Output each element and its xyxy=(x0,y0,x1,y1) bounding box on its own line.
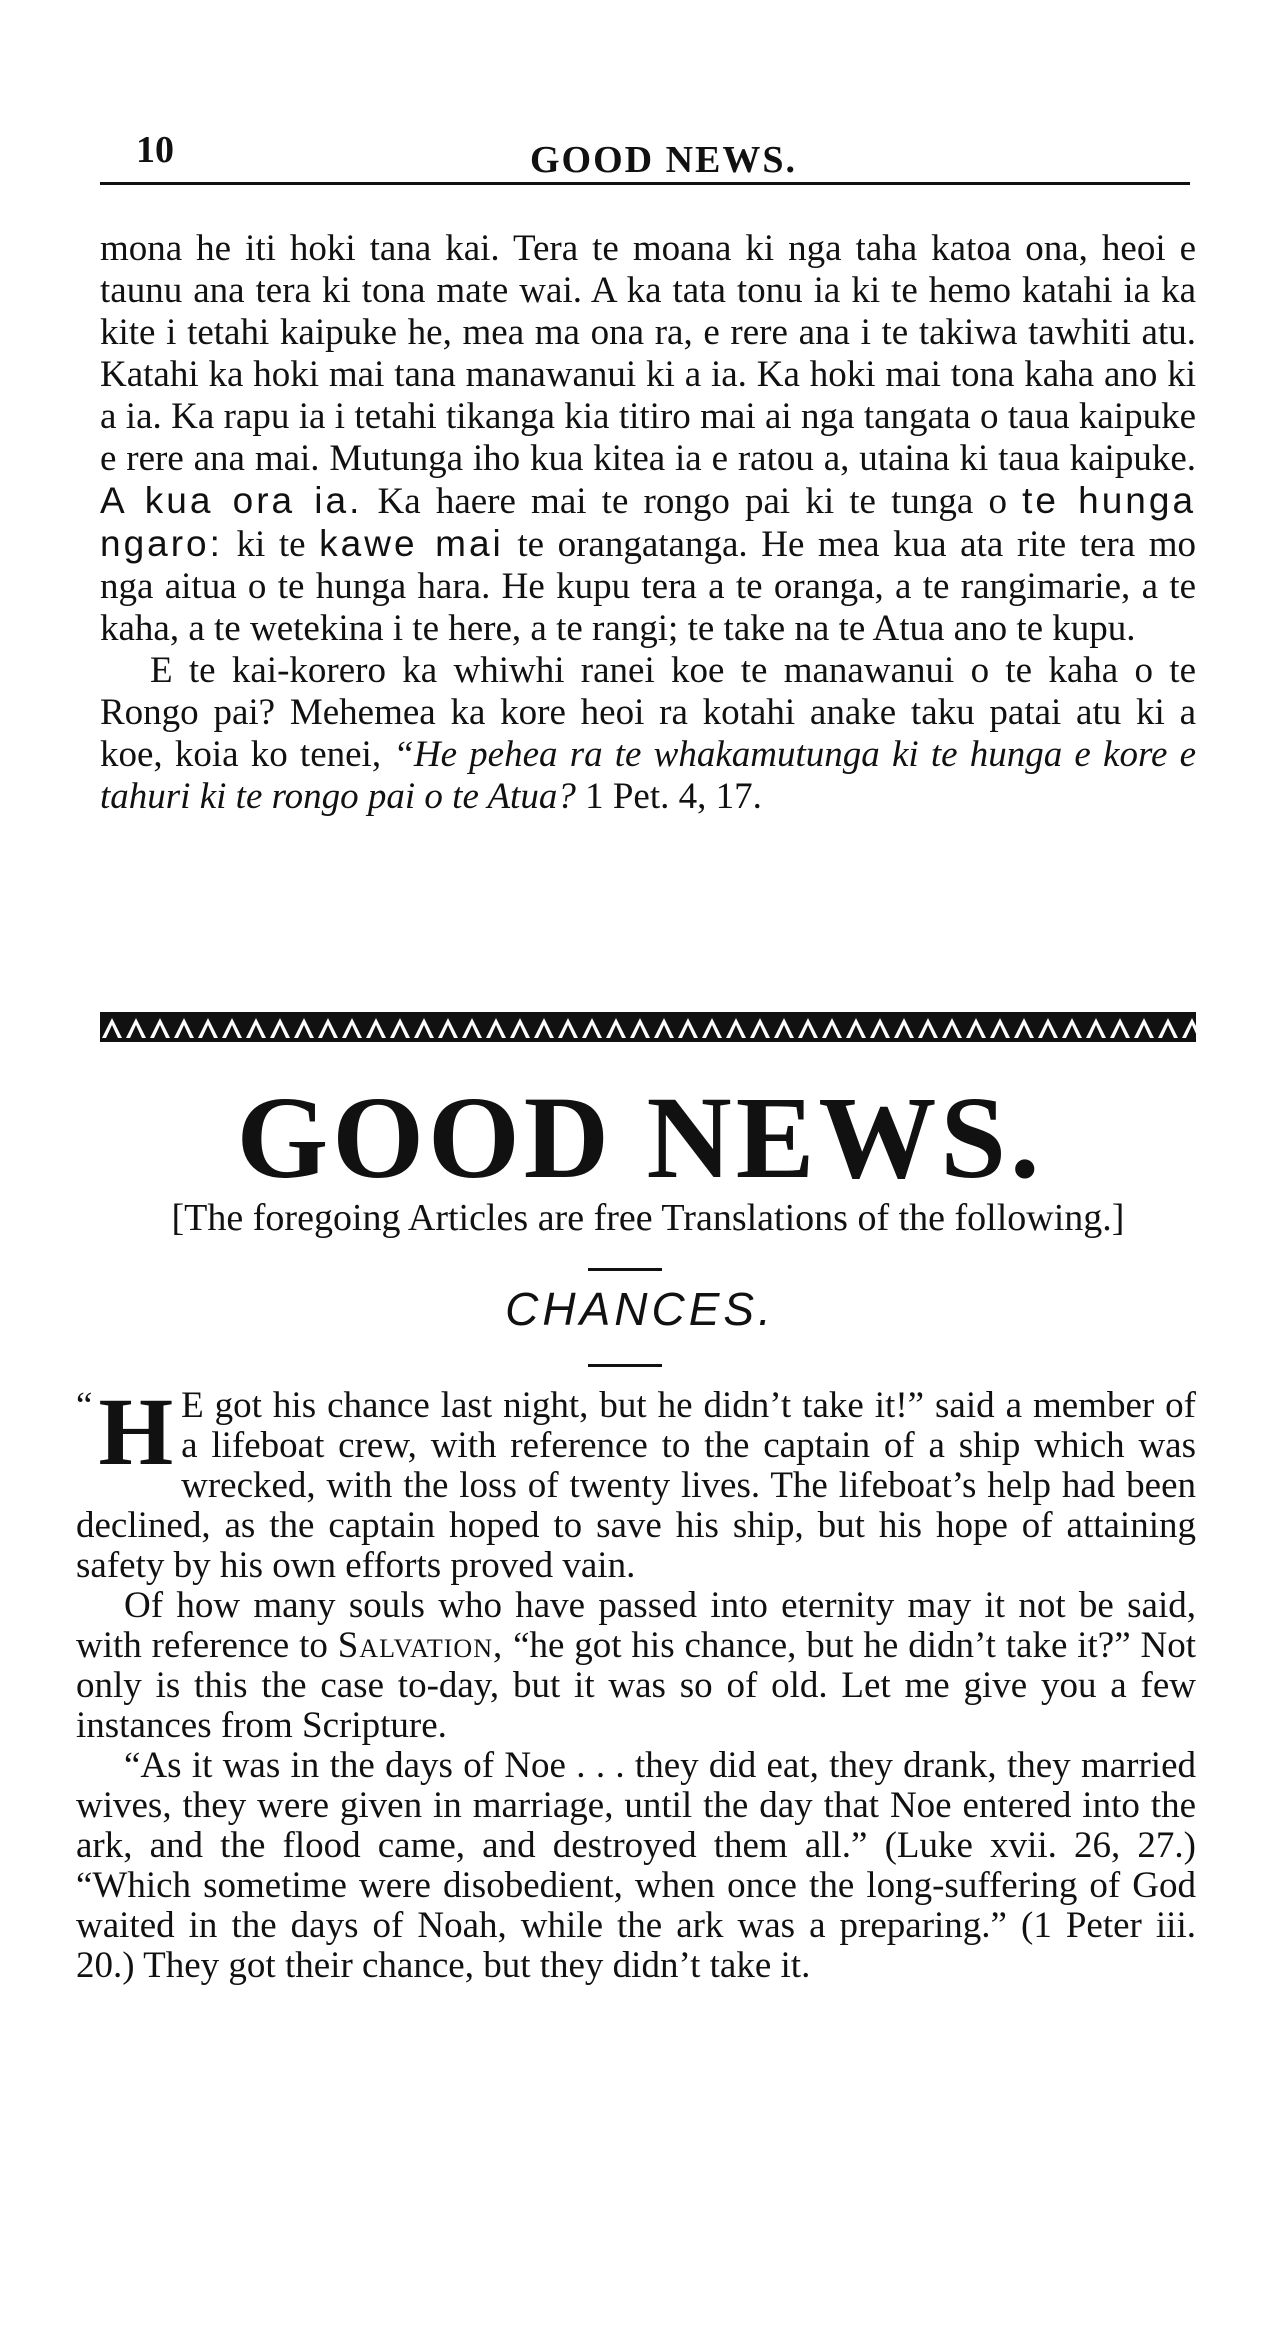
english-paragraph-2 xyxy=(76,1586,1196,1746)
main-title: GOOD NEWS. xyxy=(236,1072,1044,1203)
maori-p1-text-d: te orangatanga. He mea kua ata rite tera mo nga aitua o te hunga hara. He kupu tera a te oranga, a te rangimarie, a te kaha, a te wetekina i te here, a te rangi; te take na te Atua ano te kupu. xyxy=(100,524,1197,649)
salvation-word: Salvation, xyxy=(337,1625,504,1666)
ornamental-border xyxy=(100,1012,1196,1042)
maori-text-block xyxy=(100,228,1196,818)
header-rule xyxy=(100,182,1190,185)
english-p3-text: “As it was in the days of Noe . . . they did eat, they drank, they married wives, they were given in marriage, until the day that Noe entered into the ark, and the flood came, and destroyed them all.” (Luke xvii. 26, 27.) “Which sometime were disobedient, when once the long-suffering of God waited in the days of Noah, while the ark was a preparing.” (1 Peter iii. 20.) They got their chance, but they didn’t take it. xyxy=(76,1745,1196,1986)
maori-p1-emphasis-3: kawe mai xyxy=(319,523,504,564)
maori-paragraph-1 xyxy=(100,228,1196,650)
section-title: CHANCES. xyxy=(505,1283,775,1335)
running-title: GOOD NEWS. xyxy=(530,139,798,181)
subtitle: [The foregoing Articles are free Translations of the following.] xyxy=(171,1197,1125,1239)
maori-p2-reference: 1 Pet. 4, 17. xyxy=(585,776,762,817)
maori-p1-emphasis-1: A kua ora ia. xyxy=(100,480,363,521)
maori-p1-text-c: ki te xyxy=(236,524,306,565)
maori-p1-text-a: mona he iti hoki tana kai. Tera te moana ki nga taha katoa ona, heoi e taunu ana tera ki tona mate wai. A ka tata tonu ia ki te hemo katahi ia ka kite i tetahi kaipuke he, mea ma ona ra, e rere ana i te takiwa tawhiti atu. Katahi ka hoki mai tana manawanui ki a ia. Ka hoki mai tona kaha ano ki a ia. Ka rapu ia i tetahi tikanga kia titiro mai ai nga tangata o taua kaipuke e rere ana mai. Mutunga iho kua kitea ia e ratou a, utaina ki taua kaipuke. xyxy=(100,228,1196,479)
english-p1-text: E got his chance last night, but he didn’t take it!” said a member of a lifeboat crew, with reference to the captain of a ship which was wrecked, with the loss of twenty lives. The lifeboat’s help had been declined, as the captain hoped to save his ship, but his hope of attaining safety by his own efforts proved vain. xyxy=(76,1385,1196,1586)
maori-paragraph-2 xyxy=(100,650,1196,818)
maori-p2-text: E te kai-korero ka whiwhi ranei koe te manawanui o te kaha o te Rongo pai? Mehemea ka kore heoi ra kotahi anake taku patai atu ki a koe, koia ko tenei, xyxy=(100,650,1196,775)
english-p2-text-b: “he got his chance, but he didn’t take it?” Not only is this the case to-day, but it was so of old. Let me give you a few instances from Scripture. xyxy=(76,1625,1197,1746)
maori-p1-text-b: Ka haere mai te rongo pai ki te tunga o xyxy=(377,481,1007,522)
maori-p1-emphasis-2: te hunga ngaro: xyxy=(100,480,1197,564)
english-text-block xyxy=(76,1378,1197,1986)
page-number: 10 xyxy=(136,129,174,171)
english-paragraph-3 xyxy=(76,1746,1196,1986)
ornament-pattern-graphic xyxy=(100,1012,1196,1042)
english-p2-text-a: Of how many souls who have passed into eternity may it not be said, with reference to xyxy=(76,1585,1196,1666)
running-head xyxy=(100,128,1190,181)
divider-rule-upper xyxy=(588,1268,662,1271)
drop-cap: H xyxy=(98,1378,174,1485)
maori-p2-quote: “He pehea ra te whakamutunga ki te hunga e kore e tahuri ki te rongo pai o te Atua? xyxy=(100,734,1196,817)
divider-rule-lower xyxy=(588,1364,662,1367)
english-paragraph-1 xyxy=(76,1378,1196,1586)
open-quote: “ xyxy=(76,1385,93,1426)
